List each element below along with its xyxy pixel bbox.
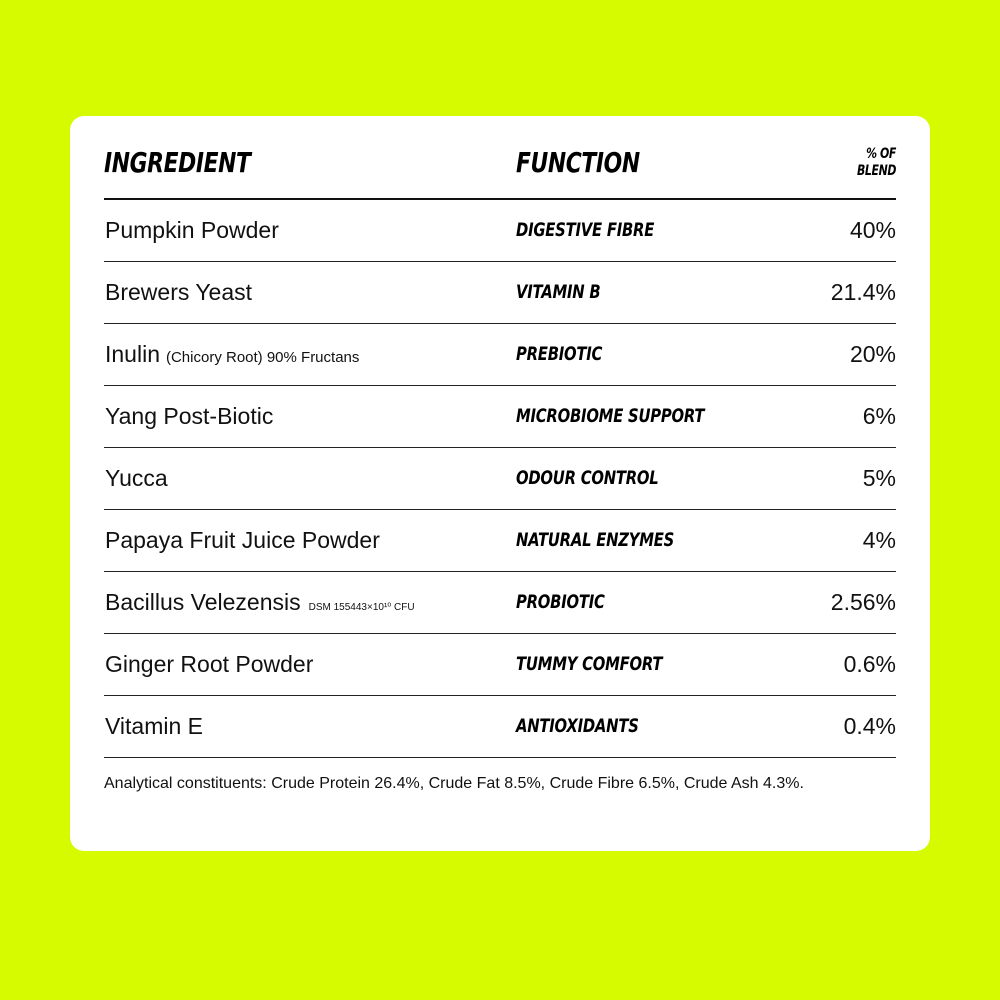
table-row: [104, 448, 896, 510]
function-cell: NATURAL ENZYMES: [516, 529, 675, 551]
function-cell: TUMMY COMFORT: [516, 653, 663, 675]
ingredients-table: [104, 116, 896, 758]
ingredient-strain-note: DSM 155443×10¹⁰ CFU: [308, 602, 415, 613]
function-cell: ODOUR CONTROL: [516, 467, 659, 489]
header-blend-line1: % OF: [866, 146, 896, 162]
header-percent-of-blend: [849, 146, 896, 180]
ingredient-name: Inulin: [105, 341, 160, 367]
header-ingredient: INGREDIENT: [104, 146, 251, 179]
ingredient-cell: [105, 448, 168, 509]
table-row: [104, 262, 896, 324]
table-row: [104, 200, 896, 262]
percent-cell: 20%: [849, 341, 896, 367]
ingredient-name: Yucca: [105, 465, 168, 491]
ingredient-name: Bacillus Velezensis: [105, 589, 301, 615]
percent-cell: 40%: [849, 217, 896, 243]
ingredient-note: (Chicory Root) 90% Fructans: [165, 349, 360, 366]
header-function: FUNCTION: [516, 146, 640, 179]
analytical-constituents-footnote: Analytical constituents: Crude Protein 26.4%, Crude Fat 8.5%, Crude Fibre 6.5%, Crude Ash 4.3%.: [104, 775, 804, 792]
table-row: [104, 572, 896, 634]
percent-cell: 4%: [862, 527, 896, 553]
ingredient-cell: [105, 634, 313, 695]
table-row: [104, 696, 896, 758]
percent-cell: 0.4%: [843, 713, 896, 739]
ingredient-cell: [105, 386, 273, 447]
table-row: [104, 634, 896, 696]
percent-cell: 0.6%: [843, 651, 896, 677]
percent-cell: 2.56%: [830, 589, 896, 615]
ingredient-name: Ginger Root Powder: [105, 651, 314, 677]
header-blend-line2: BLEND: [857, 163, 896, 179]
table-row: [104, 386, 896, 448]
ingredient-cell: [105, 324, 359, 385]
function-cell: PROBIOTIC: [516, 591, 605, 613]
ingredient-name: Pumpkin Powder: [105, 217, 279, 243]
function-cell: ANTIOXIDANTS: [516, 715, 639, 737]
ingredients-card: [70, 116, 930, 851]
ingredient-cell: [105, 200, 279, 261]
function-cell: DIGESTIVE FIBRE: [516, 219, 655, 241]
ingredient-cell: [105, 572, 415, 633]
percent-cell: 6%: [862, 403, 896, 429]
function-cell: MICROBIOME SUPPORT: [516, 405, 705, 427]
ingredient-cell: [105, 262, 252, 323]
table-header: [104, 116, 896, 200]
function-cell: PREBIOTIC: [516, 343, 603, 365]
percent-cell: 5%: [862, 465, 896, 491]
ingredient-name: Papaya Fruit Juice Powder: [105, 527, 380, 553]
percent-cell: 21.4%: [830, 279, 896, 305]
ingredient-cell: [105, 510, 380, 571]
ingredient-cell: [105, 696, 203, 757]
ingredient-name: Yang Post-Biotic: [105, 403, 274, 429]
ingredient-name: Vitamin E: [105, 713, 204, 739]
function-cell: VITAMIN B: [516, 281, 601, 303]
table-row: [104, 324, 896, 386]
table-row: [104, 510, 896, 572]
ingredient-name: Brewers Yeast: [105, 279, 253, 305]
